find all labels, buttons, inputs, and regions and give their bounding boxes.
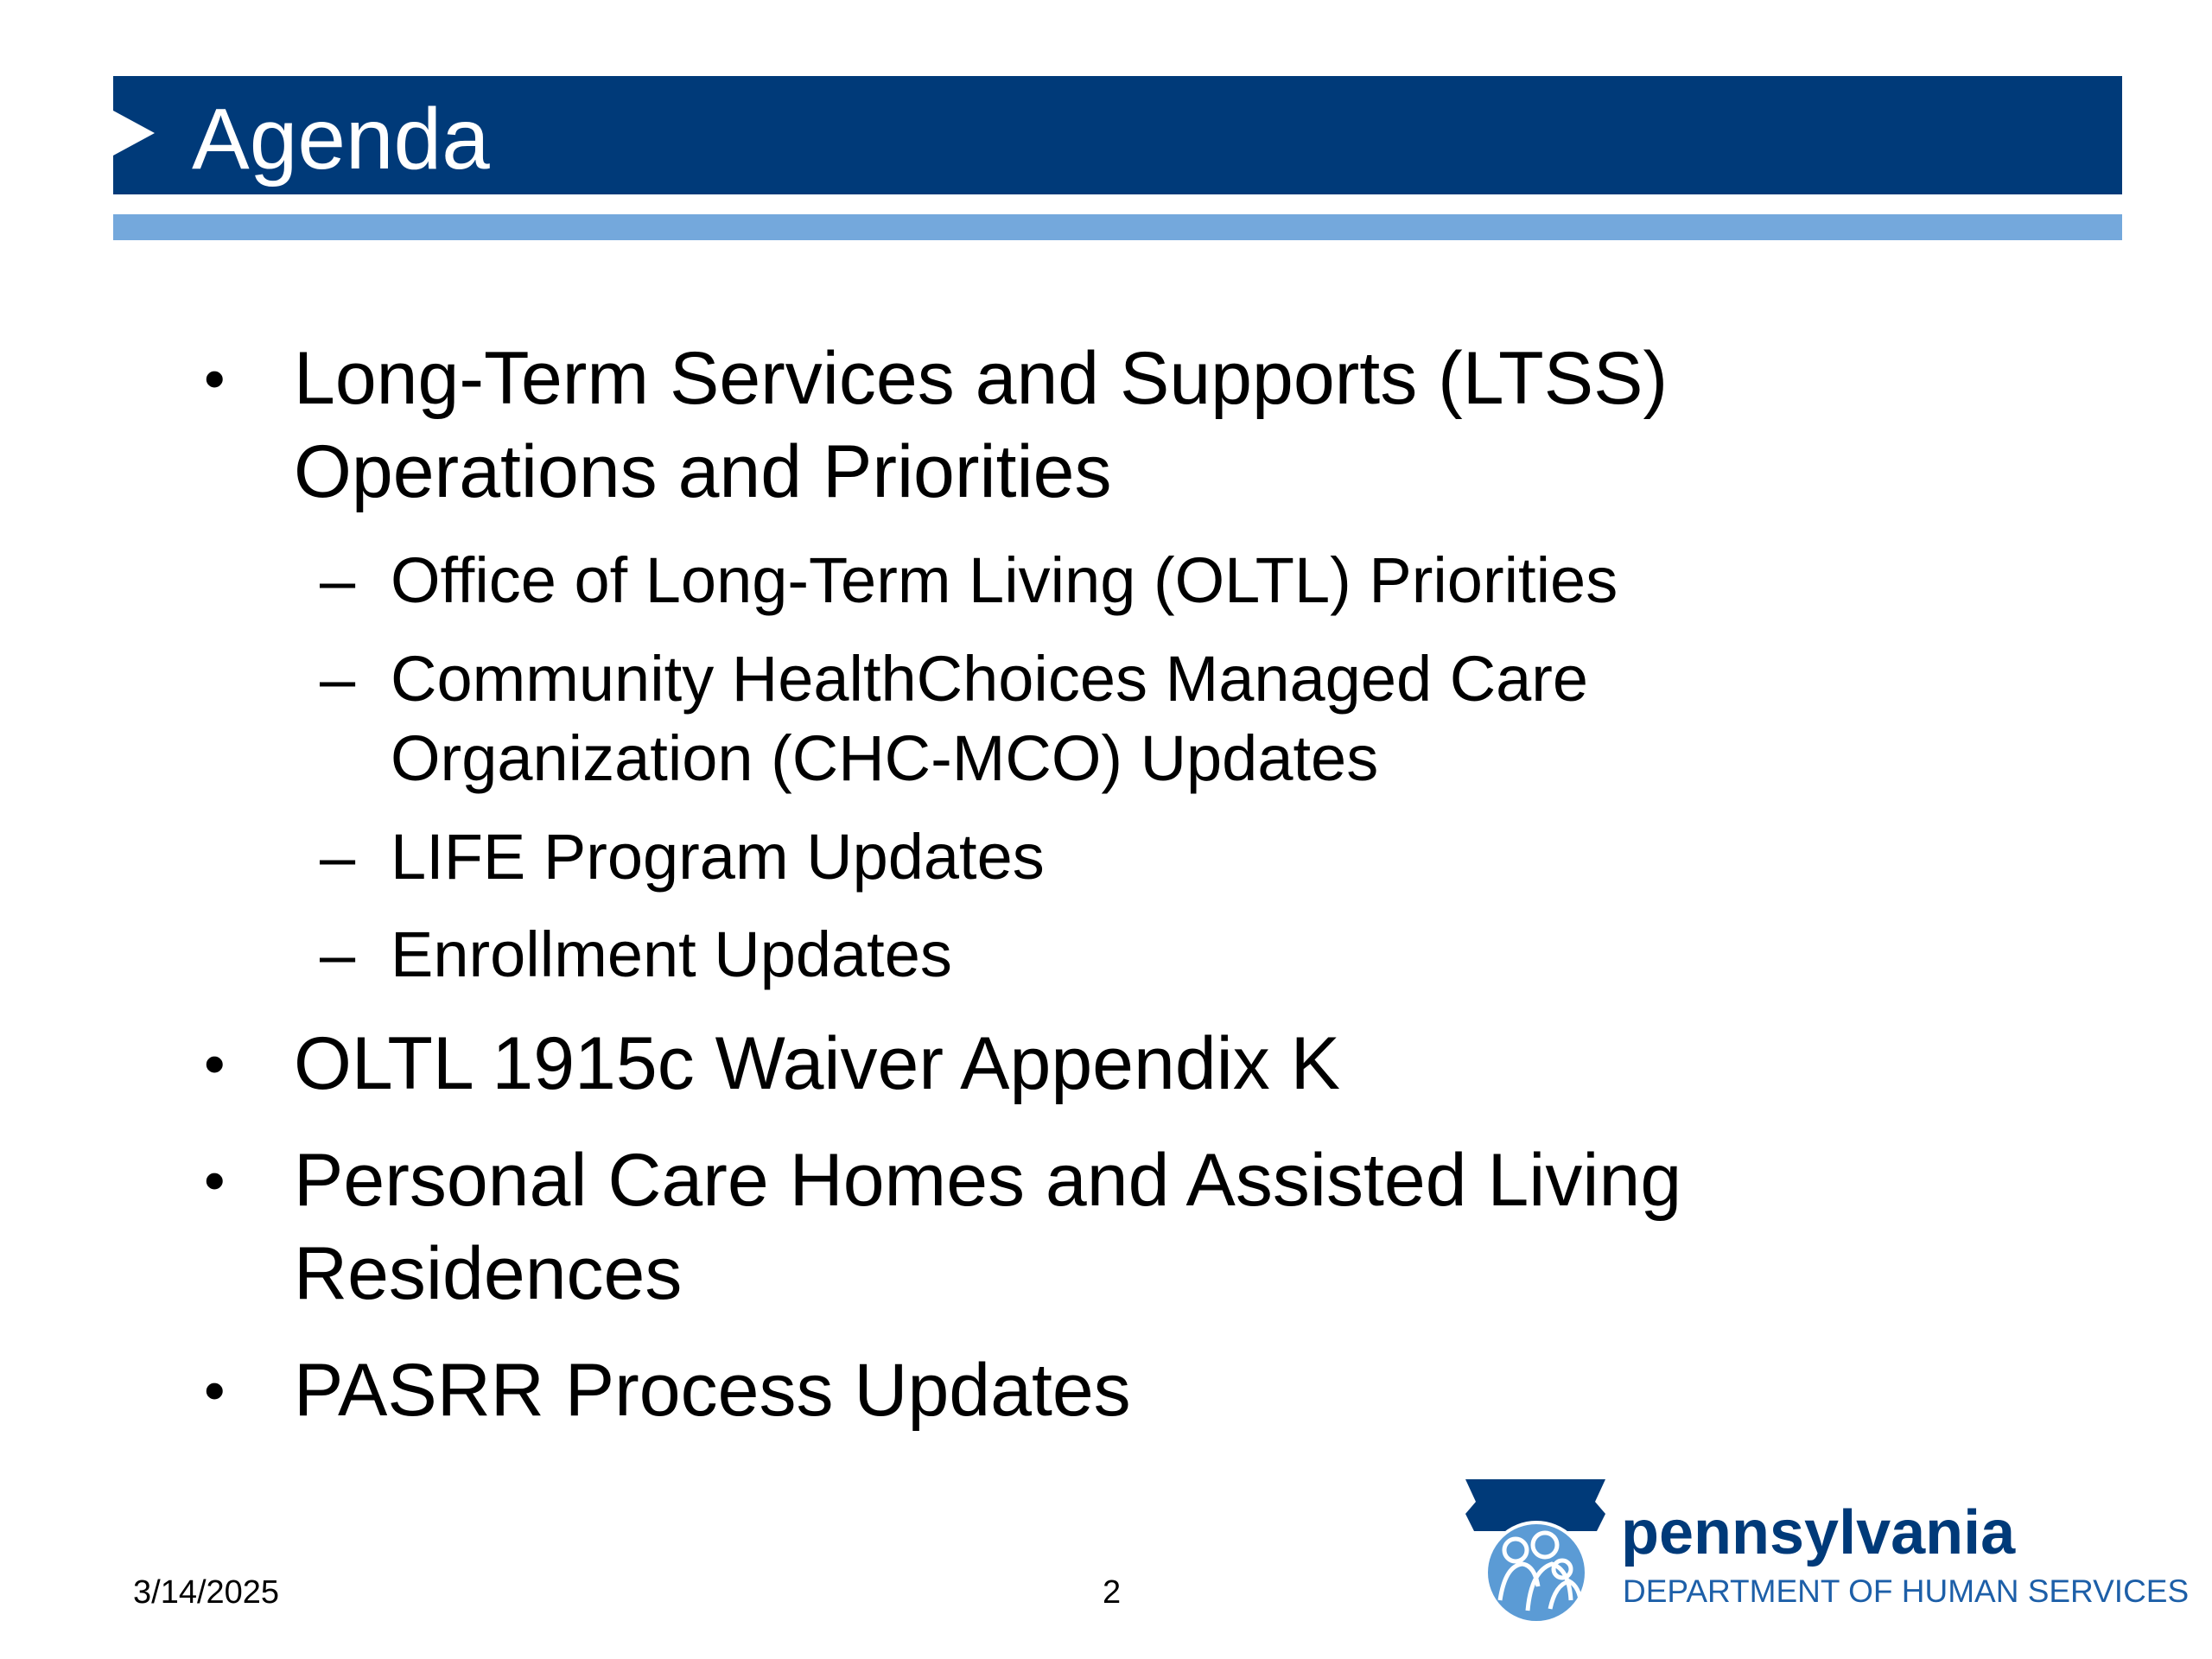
slide-title: Agenda bbox=[192, 91, 490, 188]
agenda-subitem-text: Office of Long-Term Living (OLTL) Priorities bbox=[391, 544, 1618, 616]
agenda-subitem-text: Community HealthChoices Managed Care bbox=[391, 643, 1589, 715]
dash-icon: – bbox=[320, 918, 356, 990]
page-number: 2 bbox=[1103, 1574, 1122, 1611]
keystone-family-icon bbox=[1465, 1479, 1605, 1626]
logo-subtitle: DEPARTMENT OF HUMAN SERVICES bbox=[1623, 1573, 2190, 1609]
agenda-item-text: PASRR Process Updates bbox=[294, 1349, 1131, 1432]
agenda-item-text: OLTL 1915c Waiver Appendix K bbox=[294, 1022, 1341, 1105]
bullet-icon: • bbox=[204, 1147, 226, 1214]
bullet-icon: • bbox=[204, 1357, 226, 1424]
bullet-icon: • bbox=[204, 1030, 226, 1097]
dash-icon: – bbox=[320, 643, 356, 715]
agenda-subitem-text: LIFE Program Updates bbox=[391, 821, 1045, 893]
agenda-item-text-cont: Operations and Priorities bbox=[294, 430, 1112, 513]
bullet-icon: • bbox=[204, 345, 226, 412]
agenda-item-text-cont: Residences bbox=[294, 1232, 683, 1315]
footer-date: 3/14/2025 bbox=[133, 1574, 280, 1611]
dash-icon: – bbox=[320, 544, 356, 616]
dash-icon: – bbox=[320, 821, 356, 893]
agenda-item-text: Long-Term Services and Supports (LTSS) bbox=[294, 337, 1669, 420]
logo-wordmark: pennsylvania bbox=[1621, 1498, 2016, 1567]
agenda-subitem-text: Enrollment Updates bbox=[391, 918, 952, 990]
pa-dhs-logo bbox=[1465, 1479, 2190, 1626]
agenda-subitem-text-cont: Organization (CHC-MCO) Updates bbox=[391, 722, 1379, 794]
agenda-item-text: Personal Care Homes and Assisted Living bbox=[294, 1139, 1682, 1222]
